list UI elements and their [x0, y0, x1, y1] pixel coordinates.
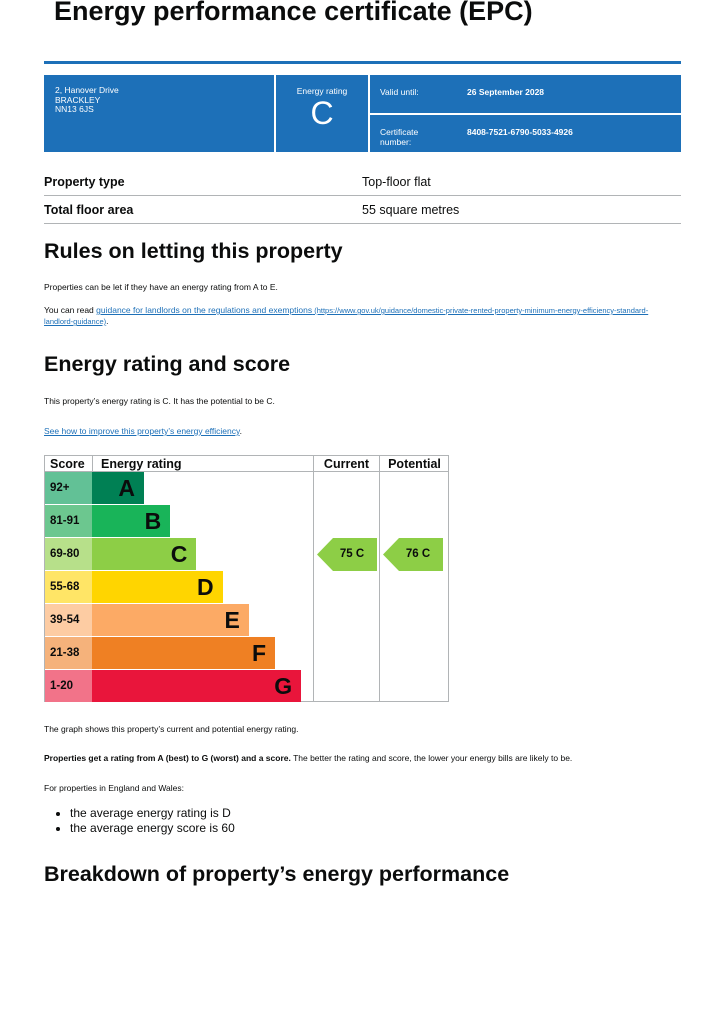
page-title: Energy performance certificate (EPC) — [54, 0, 533, 26]
improve-efficiency-link[interactable]: See how to improve this property’s energy efficiency — [44, 426, 240, 436]
current-rating-label: 75 C — [339, 548, 365, 560]
improve-paragraph: See how to improve this property’s energy efficiency. — [44, 426, 242, 436]
floor-area-value: 55 square metres — [362, 203, 460, 217]
certificate-number-label: Certificate number: — [380, 127, 419, 147]
chart-divider — [313, 456, 314, 701]
list-item: • the average energy rating is D — [70, 806, 235, 821]
band-bar — [92, 538, 196, 570]
band-bar — [92, 505, 170, 537]
band-bar — [92, 472, 144, 504]
floor-area-label: Total floor area — [44, 203, 134, 217]
energy-rating-label: Energy rating — [296, 86, 348, 96]
address-block — [44, 75, 274, 152]
address-postcode: NN13 6JS — [55, 104, 94, 114]
averages-list — [52, 806, 235, 836]
energy-rating-heading: Energy rating and score — [44, 352, 291, 376]
band-bar — [92, 637, 275, 669]
band-score-label: 81-91 — [45, 505, 92, 537]
property-type-label: Property type — [44, 175, 125, 189]
band-score-label: 69-80 — [45, 538, 92, 570]
band-bar — [92, 670, 301, 702]
current-column-header: Current — [323, 457, 370, 471]
band-letter: G — [274, 673, 293, 699]
letting-heading: Rules on letting this property — [44, 239, 343, 263]
chart-divider — [92, 456, 93, 472]
band-score-label: 39-54 — [45, 604, 92, 636]
valid-until-label: Valid until: — [380, 87, 419, 97]
band-score-label: 1-20 — [45, 670, 92, 702]
band-score-label: 92+ — [45, 472, 92, 504]
band-score-label: 55-68 — [45, 571, 92, 603]
energy-rating-text: This property’s energy rating is C. It has the potential to be C. — [44, 396, 275, 406]
score-column-header: Score — [50, 457, 85, 471]
potential-column-header: Potential — [388, 457, 441, 471]
current-rating-arrow — [317, 538, 377, 571]
band-letter: F — [251, 640, 266, 666]
property-type-value: Top-floor flat — [362, 175, 431, 189]
potential-rating-label: 76 C — [405, 548, 431, 560]
band-bar — [92, 571, 223, 603]
energy-rating-value: C — [310, 95, 334, 131]
band-bar — [92, 604, 249, 636]
letting-text: Properties can be let if they have an energy rating from A to E. — [44, 282, 278, 292]
band-letter: B — [144, 508, 162, 534]
potential-rating-arrow — [383, 538, 443, 571]
energy-rating-column-header: Energy rating — [101, 457, 182, 471]
certificate-number-box — [370, 115, 681, 152]
band-letter: E — [224, 607, 240, 633]
list-item: • the average energy score is 60 — [70, 821, 235, 836]
floor-area-row — [44, 196, 681, 224]
band-score-label: 21-38 — [45, 637, 92, 669]
band-letter: C — [170, 541, 188, 567]
address-line: BRACKLEY — [55, 94, 101, 105]
valid-until-box — [370, 75, 681, 113]
ratings-explanation: Properties get a rating from A (best) to G (worst) and a score. The better the rating and score, the lower your energy bills are likely to be. — [44, 753, 573, 763]
energy-rating-box — [276, 75, 368, 152]
graph-note: The graph shows this property’s current and potential energy rating. — [44, 724, 299, 734]
certificate-header — [44, 75, 681, 152]
breakdown-heading: Breakdown of property’s energy performance — [44, 862, 510, 886]
valid-until-value: 26 September 2028 — [467, 87, 545, 97]
property-type-row — [44, 168, 681, 196]
band-letter: A — [118, 475, 135, 501]
title-divider — [44, 61, 681, 64]
landlord-guidance-link[interactable]: guidance for landlords on the regulations and exemptions (https://www.gov.uk/guidance/domestic-private-rented-property-minimum-energy-efficiency-standard-landlord-guidance) — [44, 305, 649, 326]
address-line: 2, Hanover Drive — [55, 85, 119, 95]
band-letter: D — [196, 574, 214, 600]
certificate-number-value: 8408-7521-6790-5033-4926 — [467, 127, 573, 137]
landlord-guidance-paragraph: You can read guidance for landlords on the regulations and exemptions (https://www.gov.uk/guidance/domestic-private-rented-property-minimum-energy-efficiency-standard-landlord-guidance). — [44, 305, 649, 326]
chart-divider — [379, 456, 380, 701]
england-wales-text: For properties in England and Wales: — [44, 783, 185, 793]
energy-rating-chart — [44, 455, 449, 702]
